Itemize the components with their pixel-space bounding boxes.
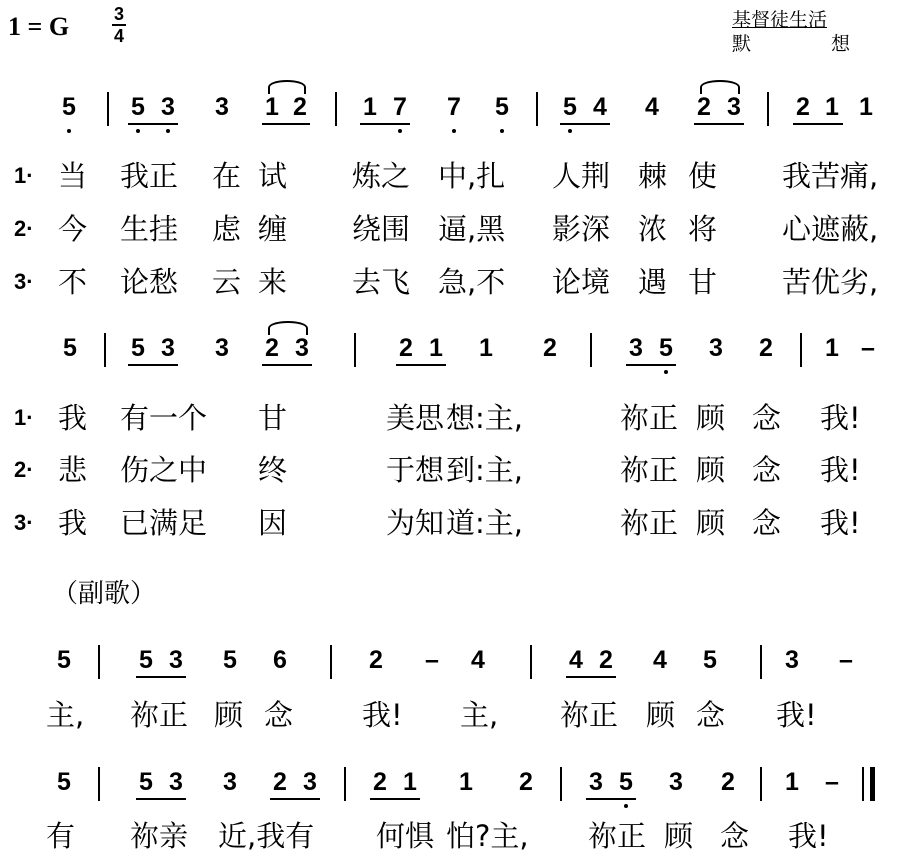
note: 4 bbox=[569, 646, 583, 674]
lower-octave-dot bbox=[664, 370, 668, 374]
lyric: 绕围 bbox=[352, 212, 411, 246]
lyric: 祢正 bbox=[620, 453, 679, 487]
lyric: 不 bbox=[58, 265, 88, 299]
lyric: 顾 bbox=[696, 506, 726, 540]
lyric: 顾 bbox=[696, 453, 726, 487]
lyric: 中,扎 bbox=[438, 159, 506, 193]
note: 2 bbox=[543, 334, 557, 362]
lyric: 我 bbox=[58, 506, 88, 540]
beam-underline bbox=[262, 123, 310, 125]
beam-underline bbox=[360, 123, 410, 125]
lyric: 去飞 bbox=[352, 265, 411, 299]
lyric: 念 bbox=[752, 453, 782, 487]
lyric: 主, bbox=[46, 698, 85, 732]
lyric: 已满足 bbox=[120, 506, 208, 540]
lyric: 我正 bbox=[120, 159, 179, 193]
lower-octave-dot bbox=[136, 129, 140, 133]
note: 2 bbox=[265, 334, 279, 362]
barline bbox=[760, 767, 762, 801]
beam-underline bbox=[396, 364, 446, 366]
beam-underline bbox=[626, 364, 676, 366]
beam-underline bbox=[262, 364, 312, 366]
lyric: 生挂 bbox=[120, 212, 179, 246]
credit-source: 基督徒生活 bbox=[732, 9, 828, 31]
note: 5 bbox=[63, 334, 77, 362]
lyric: 我苦痛, bbox=[782, 159, 879, 193]
note: 3 bbox=[295, 334, 309, 362]
lower-octave-dot bbox=[398, 129, 402, 133]
note: 3 bbox=[589, 768, 603, 796]
lyric: 近,我有 bbox=[218, 819, 315, 853]
lyric: 为知 bbox=[386, 506, 445, 540]
verse-number: 2· bbox=[14, 457, 34, 482]
note: 5 bbox=[495, 93, 509, 121]
lyric: 甘 bbox=[258, 401, 288, 435]
lyric: 道:主, bbox=[446, 506, 523, 540]
lyric: 论愁 bbox=[120, 265, 179, 299]
lyric: 论境 bbox=[552, 265, 611, 299]
lyric: 祢正 bbox=[588, 819, 647, 853]
lyric: 怕?主, bbox=[446, 819, 529, 853]
lyric: 念 bbox=[752, 401, 782, 435]
note: 1 bbox=[825, 334, 839, 362]
note: 3 bbox=[727, 93, 741, 121]
lyric: 我 bbox=[58, 401, 88, 435]
slur bbox=[700, 80, 740, 94]
barline bbox=[344, 767, 346, 801]
lyric: 我! bbox=[820, 401, 861, 435]
lyric: 因 bbox=[258, 506, 288, 540]
lyric: 缠 bbox=[258, 212, 288, 246]
chorus-label: （副歌） bbox=[52, 579, 157, 609]
note: 3 bbox=[629, 334, 643, 362]
beam-underline bbox=[793, 123, 843, 125]
barline bbox=[760, 645, 762, 679]
lyric: 急,不 bbox=[438, 265, 506, 299]
lower-octave-dot bbox=[452, 129, 456, 133]
lyric: 祢正 bbox=[560, 698, 619, 732]
lyric: 我! bbox=[820, 506, 861, 540]
lower-octave-dot bbox=[500, 129, 504, 133]
lyric: 苦优劣, bbox=[782, 265, 879, 299]
lyric: 顾 bbox=[214, 698, 244, 732]
lyric: 使 bbox=[688, 159, 718, 193]
lyric: 终 bbox=[258, 453, 288, 487]
note: 1 bbox=[429, 334, 443, 362]
lyric: 今 bbox=[58, 212, 88, 246]
note: 7 bbox=[447, 93, 461, 121]
lyric: 浓 bbox=[638, 212, 668, 246]
note: 3 bbox=[785, 646, 799, 674]
lyric: 我! bbox=[820, 453, 861, 487]
note: 2 bbox=[369, 646, 383, 674]
lyric: 影深 bbox=[552, 212, 611, 246]
lyric: 祢正 bbox=[130, 698, 189, 732]
lyric: 遇 bbox=[638, 265, 668, 299]
lyric: 将 bbox=[688, 212, 718, 246]
lyric: 伤之中 bbox=[120, 453, 208, 487]
lyric: 美思 bbox=[386, 401, 445, 435]
lyric: 炼之 bbox=[352, 159, 411, 193]
note: 1 bbox=[459, 768, 473, 796]
beam-underline bbox=[370, 798, 420, 800]
lyric: 来 bbox=[258, 265, 288, 299]
final-barline-thick bbox=[870, 767, 875, 801]
barline bbox=[104, 333, 106, 367]
barline bbox=[767, 92, 769, 126]
note: 5 bbox=[703, 646, 717, 674]
note: 5 bbox=[139, 768, 153, 796]
lyric: 念 bbox=[264, 698, 294, 732]
barline bbox=[536, 92, 538, 126]
time-signature: 3 4 bbox=[113, 4, 124, 46]
staff-system-1 bbox=[0, 92, 900, 152]
note: 3 bbox=[169, 646, 183, 674]
note: – bbox=[825, 768, 839, 796]
barline bbox=[354, 333, 356, 367]
lower-octave-dot bbox=[166, 129, 170, 133]
note: 3 bbox=[161, 334, 175, 362]
lyric: 我! bbox=[776, 698, 817, 732]
credit-author: 默 想 bbox=[732, 33, 850, 55]
barline bbox=[590, 333, 592, 367]
lyric: 顾 bbox=[664, 819, 694, 853]
slur bbox=[268, 321, 308, 335]
note: 1 bbox=[785, 768, 799, 796]
note: 1 bbox=[363, 93, 377, 121]
note: 2 bbox=[721, 768, 735, 796]
note: 3 bbox=[169, 768, 183, 796]
lyric: 想:主, bbox=[446, 401, 523, 435]
note: – bbox=[839, 646, 853, 674]
lyric: 当 bbox=[58, 159, 88, 193]
barline bbox=[98, 767, 100, 801]
beam-underline bbox=[270, 798, 320, 800]
lyric: 有 bbox=[46, 819, 76, 853]
barline bbox=[98, 645, 100, 679]
note: 4 bbox=[653, 646, 667, 674]
note: – bbox=[861, 334, 875, 362]
note: 1 bbox=[859, 93, 873, 121]
lyric: 顾 bbox=[696, 401, 726, 435]
note: 3 bbox=[215, 334, 229, 362]
note: 2 bbox=[519, 768, 533, 796]
lyric: 我! bbox=[362, 698, 403, 732]
lyric: 念 bbox=[752, 506, 782, 540]
note: 2 bbox=[293, 93, 307, 121]
staff-system-2 bbox=[0, 333, 900, 393]
barline bbox=[800, 333, 802, 367]
note: 3 bbox=[709, 334, 723, 362]
lyric: 逼,黑 bbox=[438, 212, 506, 246]
lyric: 心遮蔽, bbox=[782, 212, 879, 246]
note: – bbox=[425, 646, 439, 674]
note: 2 bbox=[373, 768, 387, 796]
note: 5 bbox=[131, 93, 145, 121]
lyric: 何惧 bbox=[376, 819, 435, 853]
note: 5 bbox=[563, 93, 577, 121]
note: 2 bbox=[697, 93, 711, 121]
note: 6 bbox=[273, 646, 287, 674]
final-barline-thin bbox=[862, 767, 864, 801]
note: 1 bbox=[479, 334, 493, 362]
beam-underline bbox=[694, 123, 744, 125]
note: 4 bbox=[593, 93, 607, 121]
lyric: 到:主, bbox=[446, 453, 523, 487]
note: 3 bbox=[303, 768, 317, 796]
beam-underline bbox=[560, 123, 610, 125]
verse-number: 1· bbox=[14, 405, 34, 430]
beam-underline bbox=[136, 798, 186, 800]
slur bbox=[268, 80, 306, 94]
beam-underline bbox=[566, 676, 616, 678]
staff-system-3 bbox=[0, 645, 900, 705]
note: 1 bbox=[403, 768, 417, 796]
lyric: 云 bbox=[212, 265, 242, 299]
note: 3 bbox=[223, 768, 237, 796]
note: 5 bbox=[62, 93, 76, 121]
verse-number: 2· bbox=[14, 216, 34, 241]
lyric: 甘 bbox=[688, 265, 718, 299]
note: 5 bbox=[223, 646, 237, 674]
lower-octave-dot bbox=[624, 804, 628, 808]
note: 5 bbox=[57, 768, 71, 796]
verse-number: 3· bbox=[14, 510, 34, 535]
note: 2 bbox=[796, 93, 810, 121]
note: 3 bbox=[161, 93, 175, 121]
beam-underline bbox=[586, 798, 636, 800]
beam-underline bbox=[128, 123, 178, 125]
lyric: 于想 bbox=[386, 453, 445, 487]
beam-underline bbox=[128, 364, 178, 366]
lyric: 念 bbox=[696, 698, 726, 732]
note: 3 bbox=[215, 93, 229, 121]
barline bbox=[330, 645, 332, 679]
note: 7 bbox=[393, 93, 407, 121]
lyric: 祢正 bbox=[620, 401, 679, 435]
lyric: 我! bbox=[788, 819, 829, 853]
barline bbox=[335, 92, 337, 126]
note: 2 bbox=[599, 646, 613, 674]
verse-number: 3· bbox=[14, 269, 34, 294]
lyric: 主, bbox=[460, 698, 499, 732]
lyric: 念 bbox=[720, 819, 750, 853]
lyric: 顾 bbox=[646, 698, 676, 732]
beam-underline bbox=[136, 676, 186, 678]
note: 2 bbox=[273, 768, 287, 796]
note: 5 bbox=[131, 334, 145, 362]
lyric: 虑 bbox=[212, 212, 242, 246]
lower-octave-dot bbox=[568, 129, 572, 133]
lyric: 悲 bbox=[58, 453, 88, 487]
barline bbox=[107, 92, 109, 126]
key-signature: 1 = G bbox=[8, 12, 70, 41]
note: 5 bbox=[139, 646, 153, 674]
note: 2 bbox=[399, 334, 413, 362]
note: 4 bbox=[471, 646, 485, 674]
lyric: 祢亲 bbox=[130, 819, 189, 853]
lyric: 试 bbox=[258, 159, 288, 193]
note: 5 bbox=[659, 334, 673, 362]
note: 3 bbox=[669, 768, 683, 796]
lyric: 有一个 bbox=[120, 401, 208, 435]
note: 2 bbox=[759, 334, 773, 362]
note: 4 bbox=[645, 93, 659, 121]
verse-number: 1· bbox=[14, 163, 34, 188]
barline bbox=[560, 767, 562, 801]
note: 5 bbox=[619, 768, 633, 796]
barline bbox=[530, 645, 532, 679]
lyric: 人荆 bbox=[552, 159, 611, 193]
lower-octave-dot bbox=[67, 129, 71, 133]
credit-block bbox=[732, 8, 850, 56]
note: 1 bbox=[265, 93, 279, 121]
lyric: 棘 bbox=[638, 159, 668, 193]
lyric: 祢正 bbox=[620, 506, 679, 540]
note: 1 bbox=[825, 93, 839, 121]
note: 5 bbox=[57, 646, 71, 674]
lyric: 在 bbox=[212, 159, 242, 193]
